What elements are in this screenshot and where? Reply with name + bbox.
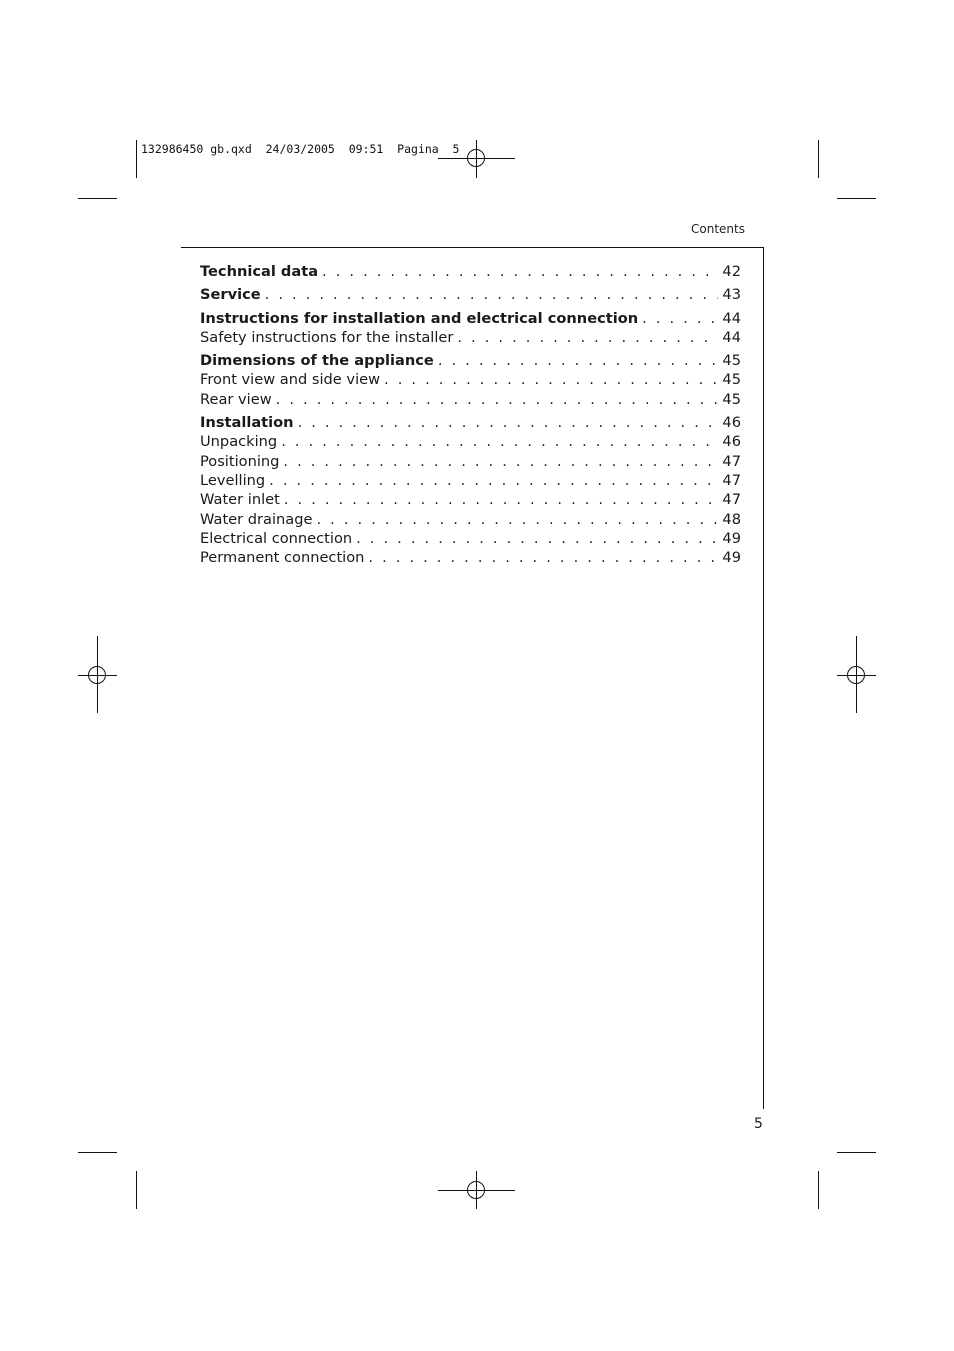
dot-leader <box>265 285 719 304</box>
dot-leader <box>457 328 718 347</box>
page-number: 5 <box>754 1116 763 1132</box>
toc-entry <box>200 351 741 370</box>
toc-entry <box>200 309 741 328</box>
toc-entry-title: Instructions for installation and electrical connection <box>200 309 639 327</box>
crop-mark <box>78 1152 117 1153</box>
toc-entry <box>200 452 741 471</box>
crop-mark <box>78 198 117 199</box>
crop-mark <box>837 1152 876 1153</box>
toc-entry-title: Safety instructions for the installer <box>200 328 454 346</box>
toc-entry <box>200 370 741 389</box>
toc-entry-page: 44 <box>722 328 741 346</box>
toc-entry-title: Electrical connection <box>200 529 353 547</box>
registration-circle-icon <box>88 666 106 684</box>
dot-leader <box>298 413 719 432</box>
toc-entry <box>200 490 741 509</box>
toc-entry-page: 49 <box>722 549 741 567</box>
toc-entry <box>200 510 741 529</box>
toc-entry-title: Installation <box>200 414 294 432</box>
margin-rule <box>763 247 764 1109</box>
toc-entry <box>200 413 741 432</box>
dot-leader <box>642 309 718 328</box>
dot-leader <box>384 370 718 389</box>
toc-entry-title: Technical data <box>200 263 319 280</box>
toc-entry-page: 46 <box>722 414 741 432</box>
dot-leader <box>316 510 718 529</box>
crop-mark <box>837 198 876 199</box>
crop-mark <box>136 140 137 178</box>
crop-mark <box>818 140 819 178</box>
toc-entry <box>200 432 741 451</box>
crop-mark <box>136 1171 137 1209</box>
toc-entry <box>200 548 741 567</box>
toc-entry-page: 45 <box>722 390 741 408</box>
dot-leader <box>322 262 718 281</box>
registration-circle-icon <box>467 1181 485 1199</box>
toc-entry-page: 47 <box>722 452 741 470</box>
toc-entry-page: 49 <box>722 529 741 547</box>
dot-leader <box>276 390 719 409</box>
crop-mark <box>818 1171 819 1209</box>
toc-entry-page: 47 <box>722 471 741 489</box>
toc-entry-title: Service <box>200 286 261 304</box>
toc-entry <box>200 471 741 490</box>
header-rule <box>181 247 764 248</box>
toc-entry-page: 45 <box>722 352 741 370</box>
toc-entry-page: 42 <box>722 263 741 280</box>
toc-entry-title: Water drainage <box>200 510 313 528</box>
dot-leader <box>283 452 718 471</box>
table-of-contents <box>200 262 741 567</box>
registration-circle-icon <box>847 666 865 684</box>
toc-entry-page: 45 <box>722 371 741 389</box>
printer-slug: 132986450 gb.qxd 24/03/2005 09:51 Pagina 5 <box>141 142 460 156</box>
dot-leader <box>368 548 718 567</box>
registration-circle-icon <box>467 149 485 167</box>
dot-leader <box>356 529 718 548</box>
dot-leader <box>284 490 719 509</box>
toc-entry <box>200 285 741 304</box>
toc-entry-page: 43 <box>722 286 741 304</box>
dot-leader <box>438 351 719 370</box>
dot-leader <box>269 471 718 490</box>
toc-entry-title: Positioning <box>200 452 280 470</box>
toc-entry-page: 46 <box>722 433 741 451</box>
dot-leader <box>281 432 718 451</box>
section-label: Contents <box>691 222 745 236</box>
toc-entry <box>200 390 741 409</box>
toc-entry <box>200 262 741 281</box>
toc-entry-title: Unpacking <box>200 433 278 451</box>
toc-entry <box>200 529 741 548</box>
toc-entry-title: Permanent connection <box>200 549 365 567</box>
toc-entry <box>200 328 741 347</box>
toc-entry-title: Rear view <box>200 390 272 408</box>
toc-entry-page: 44 <box>722 309 741 327</box>
toc-entry-title: Water inlet <box>200 491 280 509</box>
toc-entry-page: 47 <box>722 491 741 509</box>
toc-entry-page: 48 <box>722 510 741 528</box>
toc-entry-title: Levelling <box>200 471 266 489</box>
toc-entry-title: Dimensions of the appliance <box>200 352 434 370</box>
toc-entry-title: Front view and side view <box>200 371 381 389</box>
